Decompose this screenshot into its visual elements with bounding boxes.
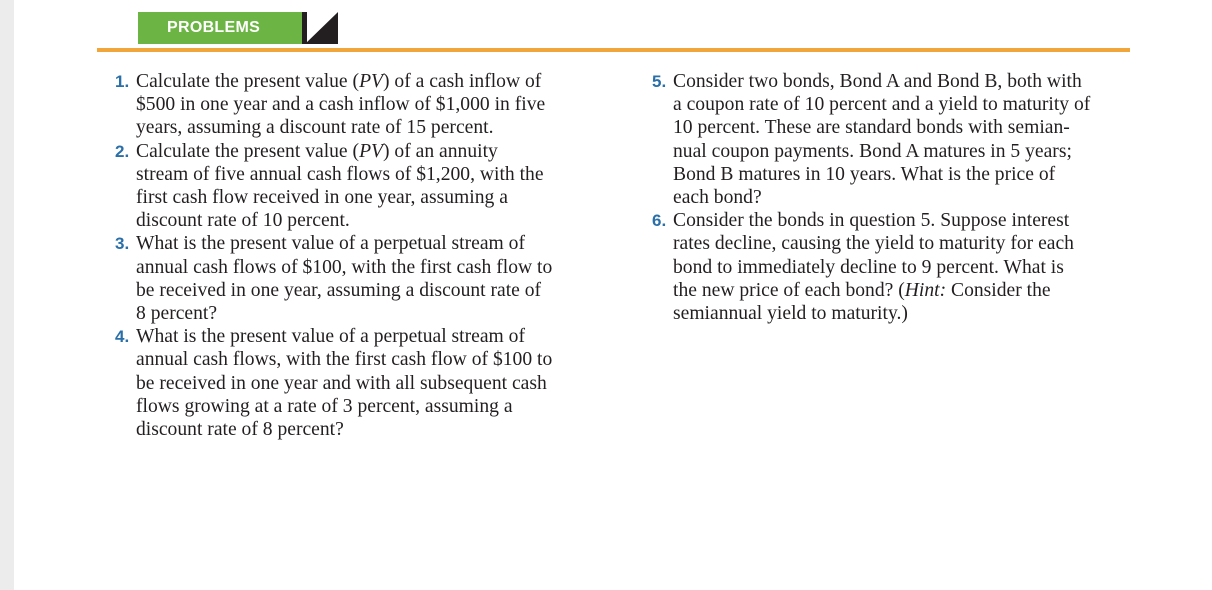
- problem-item: [115, 325, 575, 441]
- problem-item: [652, 70, 1142, 209]
- section-divider-rule: [97, 48, 1130, 52]
- problem-text-line: Bond B matures in 10 years. What is the price of: [673, 163, 1056, 185]
- problem-text-line: annual cash flows of $100, with the first cash flow to: [136, 256, 553, 278]
- problems-column-left: [115, 70, 575, 441]
- problem-text-line: Calculate the present value (PV) of an annuity: [136, 140, 498, 162]
- problem-number: 3.: [115, 234, 130, 254]
- problem-text-line: each bond?: [673, 187, 762, 209]
- problem-text-line: What is the present value of a perpetual stream of: [136, 233, 525, 255]
- problem-item: [115, 140, 575, 233]
- problem-item: [652, 209, 1142, 325]
- problem-text-line: be received in one year and with all subsequent cash: [136, 372, 547, 394]
- problem-text-line: rates decline, causing the yield to maturity for each: [673, 233, 1074, 255]
- problem-number: 5.: [652, 72, 667, 91]
- problem-text-line: years, assuming a discount rate of 15 percent.: [136, 117, 494, 139]
- problem-text-line: 10 percent. These are standard bonds with semian-: [673, 117, 1070, 139]
- problem-text-line: first cash flow received in one year, assuming a: [136, 187, 508, 209]
- problems-column-right: [652, 70, 1142, 325]
- problem-text-line: 8 percent?: [136, 303, 218, 325]
- problem-text-line: $500 in one year and a cash inflow of $1,000 in five: [136, 94, 546, 116]
- problem-text-line: the new price of each bond? (Hint: Consider the: [673, 279, 1051, 301]
- header-tab-black-wedge: [305, 12, 338, 44]
- problem-item: [115, 232, 575, 325]
- problem-text-line: bond to immediately decline to 9 percent. What is: [673, 256, 1064, 278]
- problem-number: 2.: [115, 141, 130, 161]
- problem-text-line: nual coupon payments. Bond A matures in 5 years;: [673, 140, 1072, 162]
- problem-text-line: Calculate the present value (PV) of a cash inflow of: [136, 71, 542, 92]
- problems-header-tab: [138, 12, 338, 44]
- problem-text-line: a coupon rate of 10 percent and a yield to maturity of: [673, 94, 1091, 116]
- problem-text-line: Consider two bonds, Bond A and Bond B, both with: [673, 71, 1082, 92]
- problem-text-line: stream of five annual cash flows of $1,200, with the: [136, 163, 544, 185]
- problem-text-line: semiannual yield to maturity.): [673, 303, 908, 325]
- problem-text-line: be received in one year, assuming a discount rate of: [136, 279, 542, 301]
- problem-number: 1.: [115, 72, 130, 91]
- problem-text-line: Consider the bonds in question 5. Suppose interest: [673, 210, 1070, 232]
- header-tab-label: PROBLEMS: [167, 19, 261, 36]
- problem-text-line: discount rate of 8 percent?: [136, 419, 344, 441]
- problem-number: 4.: [115, 327, 130, 347]
- problem-text-line: annual cash flows, with the first cash flow of $100 to: [136, 349, 553, 371]
- problem-item: [115, 70, 575, 140]
- page-margin-strip: [0, 0, 14, 590]
- problem-text-line: discount rate of 10 percent.: [136, 210, 350, 232]
- problem-number: 6.: [652, 211, 667, 231]
- problem-text-line: What is the present value of a perpetual stream of: [136, 326, 525, 348]
- problem-text-line: flows growing at a rate of 3 percent, assuming a: [136, 395, 513, 417]
